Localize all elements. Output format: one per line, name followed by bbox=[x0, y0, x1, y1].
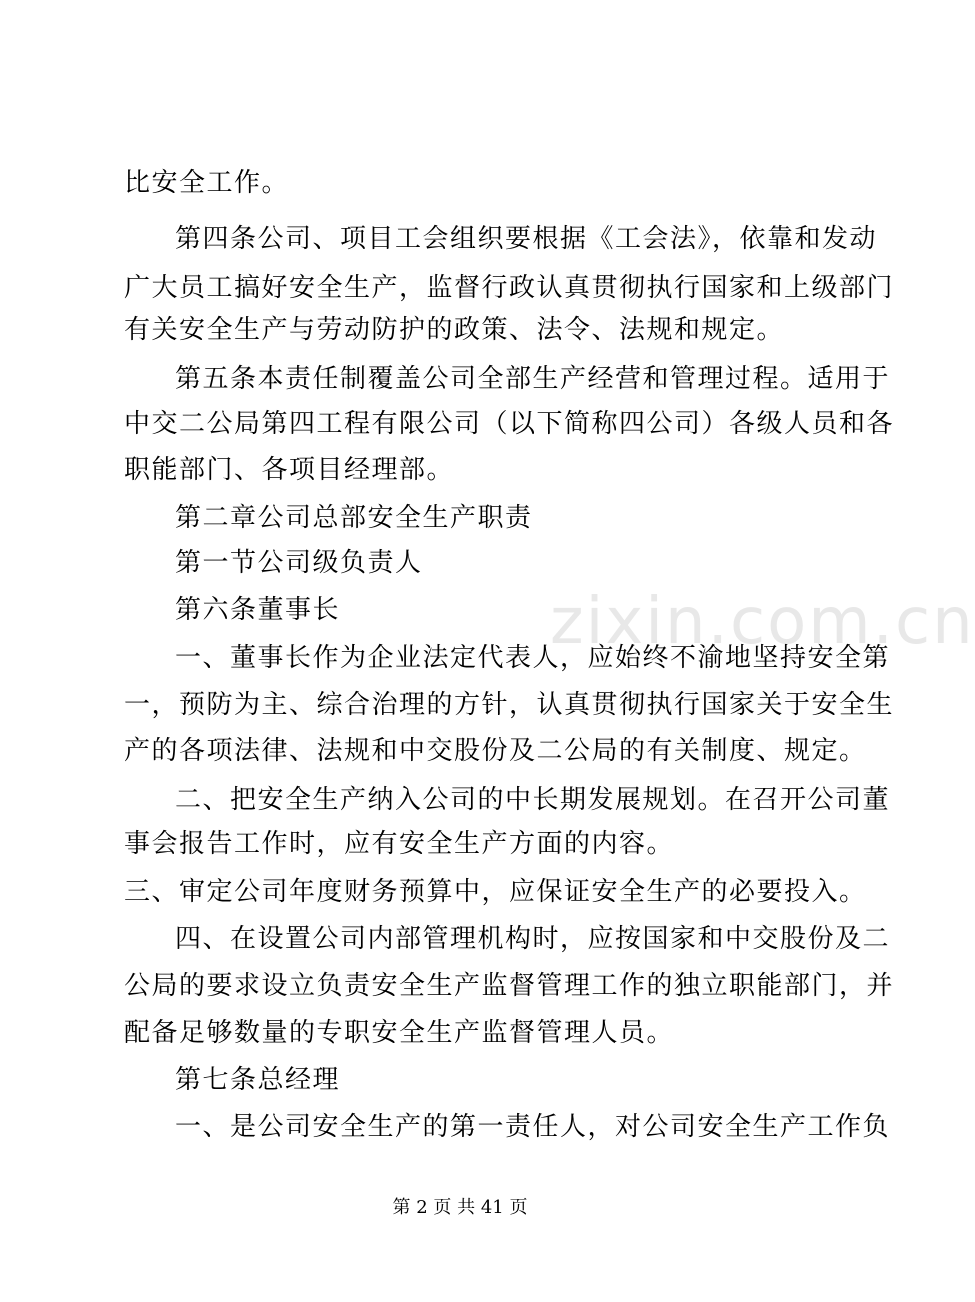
section-heading: 第一节公司级负责人 bbox=[175, 548, 423, 578]
chapter-heading: 第二章公司总部安全生产职责 bbox=[175, 503, 533, 533]
text-line: 四、在设置公司内部管理机构时，应按国家和中交股份及二 bbox=[175, 924, 891, 954]
text-line: 产的各项法律、法规和中交股份及二公局的有关制度、规定。 bbox=[124, 736, 867, 766]
watermark: zixin.com.cn bbox=[550, 585, 975, 659]
text-line: 有关安全生产与劳动防护的政策、法令、法规和规定。 bbox=[124, 315, 785, 345]
article-heading: 第六条董事长 bbox=[175, 595, 341, 625]
text-line: 一、是公司安全生产的第一责任人，对公司安全生产工作负 bbox=[175, 1112, 891, 1142]
text-line: 三、审定公司年度财务预算中，应保证安全生产的必要投入。 bbox=[124, 877, 867, 907]
text-line: 事会报告工作时，应有安全生产方面的内容。 bbox=[124, 829, 675, 859]
text-line: 公局的要求设立负责安全生产监督管理工作的独立职能部门，并 bbox=[124, 971, 895, 1001]
text-line: 第四条公司、项目工会组织要根据《工会法》，依靠和发动 bbox=[175, 224, 878, 254]
text-line: 中交二公局第四工程有限公司（以下简称四公司）各级人员和各 bbox=[124, 409, 895, 439]
text-line: 广大员工搞好安全生产，监督行政认真贯彻执行国家和上级部门 bbox=[124, 273, 895, 303]
text-line: 职能部门、各项目经理部。 bbox=[124, 455, 455, 485]
page-footer: 第 2 页 共 41 页 bbox=[392, 1197, 528, 1218]
text-line: 第五条本责任制覆盖公司全部生产经营和管理过程。适用于 bbox=[175, 364, 891, 394]
text-line: 一，预防为主、综合治理的方针，认真贯彻执行国家关于安全生 bbox=[124, 690, 895, 720]
text-line: 比安全工作。 bbox=[124, 168, 290, 198]
text-line: 二、把安全生产纳入公司的中长期发展规划。在召开公司董 bbox=[175, 785, 891, 815]
text-line: 一、董事长作为企业法定代表人，应始终不渝地坚持安全第 bbox=[175, 643, 891, 673]
text-line: 配备足够数量的专职安全生产监督管理人员。 bbox=[124, 1018, 675, 1048]
article-heading: 第七条总经理 bbox=[175, 1065, 341, 1095]
